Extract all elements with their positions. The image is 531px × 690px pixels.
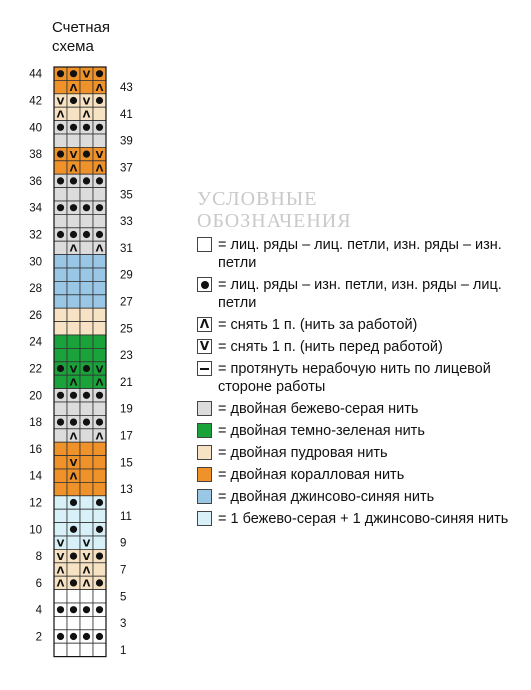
legend-item — [197, 510, 527, 528]
legend-item — [197, 338, 527, 356]
legend-item — [197, 466, 527, 484]
purl-dot — [83, 392, 90, 399]
chart-cell — [93, 214, 106, 227]
row-number-right: 17 — [120, 430, 133, 443]
chart-cell — [93, 348, 106, 361]
row-number-right: 5 — [120, 591, 127, 604]
row-number-left: 26 — [29, 309, 42, 322]
row-number-right: 23 — [120, 350, 133, 363]
chart-cell — [93, 268, 106, 281]
chart-cell — [54, 268, 67, 281]
chart-cell — [93, 643, 106, 656]
purl-dot — [57, 606, 64, 613]
legend-items — [197, 236, 527, 528]
chart-cell — [67, 134, 80, 147]
chart-cell — [80, 281, 93, 294]
purl-dot — [70, 231, 77, 238]
purl-dot — [57, 151, 64, 158]
purl-dot — [57, 124, 64, 131]
chart-cell — [93, 590, 106, 603]
chart-cell — [93, 295, 106, 308]
chart-cell — [80, 335, 93, 348]
stitch-symbol: V — [82, 551, 91, 563]
row-number-right: 1 — [120, 644, 127, 657]
legend-swatch — [197, 277, 212, 292]
chart-cell — [67, 322, 80, 335]
row-number-left: 40 — [29, 122, 42, 135]
purl-dot — [70, 204, 77, 211]
chart-cell — [93, 107, 106, 120]
chart-cell — [67, 255, 80, 268]
legend-swatch — [197, 423, 212, 438]
chart-cell — [93, 536, 106, 549]
stitch-symbol: V — [95, 149, 104, 161]
chart-cell — [93, 469, 106, 482]
purl-dot — [96, 606, 103, 613]
legend-item — [197, 400, 527, 418]
chart-title-line1: Счетная — [52, 19, 110, 36]
row-number-right: 43 — [120, 82, 133, 95]
purl-dot — [70, 124, 77, 131]
chart-cell — [80, 590, 93, 603]
purl-dot — [57, 204, 64, 211]
legend-swatch — [197, 339, 212, 354]
chart-cell — [80, 643, 93, 656]
legend-item — [197, 488, 527, 506]
chart-cell — [67, 563, 80, 576]
legend-swatch — [197, 467, 212, 482]
chart-cell — [67, 643, 80, 656]
purl-dot — [70, 392, 77, 399]
chart-cell — [54, 322, 67, 335]
purl-dot — [96, 526, 103, 533]
purl-dot — [57, 365, 64, 372]
row-number-left: 38 — [29, 149, 42, 162]
purl-dot — [57, 70, 64, 77]
stitch-symbol: Λ — [95, 377, 104, 389]
purl-dot — [83, 606, 90, 613]
chart-cell — [54, 442, 67, 455]
row-number-left: 28 — [29, 283, 42, 296]
chart-cell — [93, 322, 106, 335]
chart-cell — [80, 308, 93, 321]
chart-cell — [67, 335, 80, 348]
row-number-right: 29 — [120, 269, 133, 282]
legend — [197, 188, 527, 532]
row-number-right: 3 — [120, 618, 127, 631]
purl-dot-icon — [201, 281, 209, 289]
stitch-symbol: Λ — [82, 578, 91, 590]
purl-dot — [96, 124, 103, 131]
legend-item — [197, 316, 527, 334]
row-number-left: 14 — [29, 470, 42, 483]
row-number-left: 8 — [35, 551, 42, 564]
row-number-right: 31 — [120, 242, 133, 255]
legend-text: = двойная темно-зеленая нить — [218, 423, 425, 439]
stitch-symbol: Λ — [82, 109, 91, 121]
purl-dot — [96, 633, 103, 640]
chart-cell — [54, 469, 67, 482]
row-number-right: 11 — [120, 510, 132, 523]
purl-dot — [70, 177, 77, 184]
purl-dot — [96, 231, 103, 238]
purl-dot — [96, 579, 103, 586]
chart-cell — [54, 402, 67, 415]
chart-cell — [80, 268, 93, 281]
legend-title — [197, 188, 527, 232]
chart-cell — [93, 255, 106, 268]
purl-dot — [57, 419, 64, 426]
row-number-right: 39 — [120, 135, 133, 148]
chart-cell — [67, 281, 80, 294]
chart-cell — [67, 214, 80, 227]
chart-cell — [54, 429, 67, 442]
purl-dot — [83, 124, 90, 131]
legend-swatch — [197, 489, 212, 504]
chart-cell — [67, 268, 80, 281]
slip-back-icon: Λ — [199, 317, 210, 331]
row-number-left: 42 — [29, 95, 42, 108]
chart-cell — [93, 456, 106, 469]
purl-dot — [96, 97, 103, 104]
chart-cell — [80, 509, 93, 522]
stitch-symbol: V — [82, 96, 91, 108]
slip-front-icon: V — [199, 339, 210, 353]
chart-cell — [67, 107, 80, 120]
chart-cell — [80, 80, 93, 93]
legend-item — [197, 276, 527, 312]
row-number-right: 13 — [120, 484, 133, 497]
purl-dot — [70, 419, 77, 426]
chart-cell — [80, 255, 93, 268]
purl-dot — [96, 70, 103, 77]
chart-cell — [54, 241, 67, 254]
row-number-left: 22 — [29, 363, 42, 376]
row-number-right: 15 — [120, 457, 133, 470]
row-number-left: 34 — [29, 202, 42, 215]
legend-swatch — [197, 445, 212, 460]
chart-cell — [67, 482, 80, 495]
chart-cell — [67, 348, 80, 361]
chart-cell — [80, 616, 93, 629]
purl-dot — [70, 553, 77, 560]
row-number-right: 25 — [120, 323, 133, 336]
purl-dot — [83, 204, 90, 211]
chart-cell — [67, 295, 80, 308]
chart-cell — [80, 348, 93, 361]
chart-title-line2: схема — [52, 38, 94, 55]
legend-text: = снять 1 п. (нить перед работой) — [218, 339, 443, 355]
chart-cell — [80, 496, 93, 509]
chart-cell — [93, 335, 106, 348]
purl-dot — [83, 419, 90, 426]
chart-cell — [93, 402, 106, 415]
purl-dot — [70, 526, 77, 533]
purl-dot — [83, 151, 90, 158]
chart-cell — [80, 375, 93, 388]
purl-dot — [96, 499, 103, 506]
stitch-symbol: Λ — [69, 163, 78, 175]
row-number-left: 44 — [29, 68, 42, 81]
purl-dot — [83, 633, 90, 640]
row-number-right: 27 — [120, 296, 133, 309]
chart-cell — [54, 496, 67, 509]
legend-item — [197, 236, 527, 272]
chart-cell — [80, 322, 93, 335]
row-number-left: 6 — [35, 577, 42, 590]
legend-text: = 1 бежево-серая + 1 джинсово-синяя нить — [218, 511, 509, 527]
stitch-symbol: Λ — [82, 565, 91, 577]
row-number-left: 2 — [35, 631, 42, 644]
row-number-right: 37 — [120, 162, 133, 175]
chart-cell — [54, 643, 67, 656]
chart-cell — [93, 281, 106, 294]
chart-cell — [93, 134, 106, 147]
legend-swatch — [197, 317, 212, 332]
stitch-symbol: Λ — [69, 377, 78, 389]
chart-cell — [80, 241, 93, 254]
purl-dot — [83, 177, 90, 184]
purl-dot — [70, 499, 77, 506]
purl-dot — [70, 70, 77, 77]
purl-dot — [96, 419, 103, 426]
purl-dot — [57, 392, 64, 399]
chart-cell — [80, 188, 93, 201]
chart-cell — [67, 536, 80, 549]
purl-dot — [70, 579, 77, 586]
chart-cell — [80, 456, 93, 469]
purl-dot — [57, 633, 64, 640]
row-number-left: 30 — [29, 256, 42, 269]
row-number-left: 16 — [29, 443, 42, 456]
chart-cell — [93, 563, 106, 576]
chart-cell — [54, 308, 67, 321]
row-number-left: 36 — [29, 175, 42, 188]
row-number-right: 41 — [120, 108, 133, 121]
stitch-symbol: Λ — [95, 82, 104, 94]
purl-dot — [96, 204, 103, 211]
row-number-right: 9 — [120, 537, 127, 550]
chart-cell — [67, 308, 80, 321]
chart-cell — [67, 616, 80, 629]
chart-cell — [80, 214, 93, 227]
chart-cell — [54, 214, 67, 227]
chart-cell — [67, 402, 80, 415]
chart-cell — [67, 590, 80, 603]
stitch-symbol: V — [69, 364, 78, 376]
stitch-symbol: V — [56, 551, 65, 563]
chart-cell — [54, 482, 67, 495]
chart-cell — [80, 161, 93, 174]
chart-cell — [54, 375, 67, 388]
legend-item — [197, 422, 527, 440]
purl-dot — [57, 177, 64, 184]
row-number-left: 12 — [29, 497, 42, 510]
row-number-right: 33 — [120, 216, 133, 229]
chart-cell — [54, 590, 67, 603]
legend-item — [197, 360, 527, 396]
legend-item — [197, 444, 527, 462]
stitch-symbol: Λ — [69, 243, 78, 255]
legend-text: = двойная джинсово-синяя нить — [218, 489, 435, 505]
purl-dot — [96, 177, 103, 184]
legend-title-line1: УСЛОВНЫЕ — [197, 188, 318, 210]
row-number-left: 18 — [29, 417, 42, 430]
stitch-symbol: Λ — [56, 565, 65, 577]
chart-cell — [80, 523, 93, 536]
stitch-symbol: V — [69, 149, 78, 161]
row-number-right: 21 — [120, 376, 133, 389]
chart-cell — [80, 482, 93, 495]
chart-cell — [54, 456, 67, 469]
purl-dot — [83, 365, 90, 372]
chart-cell — [93, 442, 106, 455]
purl-dot — [96, 392, 103, 399]
legend-swatch — [197, 511, 212, 526]
chart-cell — [54, 255, 67, 268]
purl-dot — [83, 231, 90, 238]
chart-cell — [80, 134, 93, 147]
chart-cell — [54, 80, 67, 93]
chart-cell — [93, 188, 106, 201]
chart-cell — [80, 469, 93, 482]
chart-cell — [54, 134, 67, 147]
chart-cell — [80, 442, 93, 455]
strand-dash-icon — [200, 368, 209, 370]
row-number-right: 35 — [120, 189, 133, 202]
chart-cell — [54, 616, 67, 629]
purl-dot — [57, 231, 64, 238]
legend-title-line2: ОБОЗНАЧЕНИЯ — [197, 210, 352, 232]
stitch-symbol: V — [82, 69, 91, 81]
chart-cell — [54, 523, 67, 536]
row-number-left: 4 — [35, 604, 42, 617]
stitch-symbol: V — [56, 96, 65, 108]
stitch-symbol: Λ — [69, 431, 78, 443]
stitch-symbol: Λ — [56, 578, 65, 590]
chart-cell — [80, 402, 93, 415]
row-number-right: 7 — [120, 564, 127, 577]
chart-cell — [93, 482, 106, 495]
chart-cell — [54, 161, 67, 174]
chart-cell — [54, 188, 67, 201]
chart-cell — [54, 295, 67, 308]
row-number-left: 32 — [29, 229, 42, 242]
stitch-symbol: V — [82, 538, 91, 550]
stitch-symbol: Λ — [69, 471, 78, 483]
chart-cell — [67, 509, 80, 522]
stitch-symbol: V — [95, 364, 104, 376]
stitch-symbol: Λ — [95, 431, 104, 443]
chart-cell — [67, 442, 80, 455]
chart-cell — [80, 295, 93, 308]
legend-text: = лиц. ряды – изн. петли, изн. ряды – лиц. петли — [218, 277, 502, 311]
legend-text: = двойная пудровая нить — [218, 445, 388, 461]
row-number-left: 10 — [29, 524, 42, 537]
stitch-symbol: V — [56, 538, 65, 550]
chart-cell — [54, 509, 67, 522]
stitch-symbol: Λ — [69, 82, 78, 94]
stitch-symbol: Λ — [95, 243, 104, 255]
purl-dot — [70, 633, 77, 640]
legend-swatch — [197, 237, 212, 252]
chart-cell — [54, 335, 67, 348]
legend-text: = протянуть нерабочую нить по лицевой стороне работы — [218, 361, 491, 395]
stitch-symbol: Λ — [95, 163, 104, 175]
legend-swatch — [197, 361, 212, 376]
purl-dot — [70, 606, 77, 613]
chart-cell — [54, 348, 67, 361]
row-number-left: 20 — [29, 390, 42, 403]
purl-dot — [96, 553, 103, 560]
legend-text: = двойная бежево-серая нить — [218, 401, 419, 417]
stitch-symbol: V — [69, 458, 78, 470]
purl-dot — [70, 97, 77, 104]
row-number-left: 24 — [29, 336, 42, 349]
chart-cell — [67, 188, 80, 201]
chart-cell — [80, 429, 93, 442]
legend-text: = двойная коралловая нить — [218, 467, 405, 483]
row-number-right: 19 — [120, 403, 133, 416]
chart-cell — [93, 308, 106, 321]
chart-cell — [54, 281, 67, 294]
chart-cell — [93, 509, 106, 522]
chart-cell — [93, 616, 106, 629]
stitch-symbol: Λ — [56, 109, 65, 121]
legend-text: = лиц. ряды – лиц. петли, изн. ряды – изн. петли — [218, 237, 502, 271]
legend-text: = снять 1 п. (нить за работой) — [218, 317, 418, 333]
legend-swatch — [197, 401, 212, 416]
